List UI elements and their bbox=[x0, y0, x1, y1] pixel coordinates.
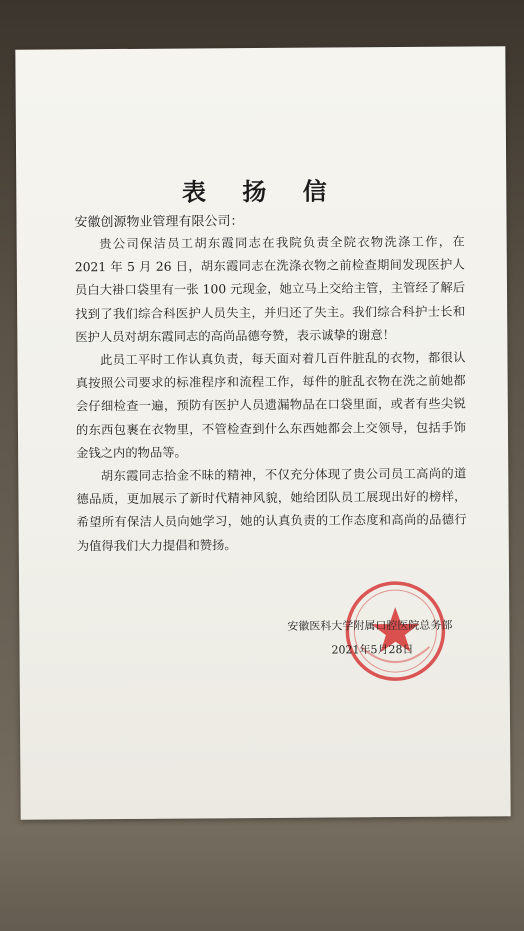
paragraph-1: 贵公司保洁员工胡东霞同志在我院负责全院衣物洗涤工作，在 2021 年 5 月 26 日，胡东霞同志在洗涤衣物之前检查期间发现医护人员白大褂口袋里有一张 100 元现金，她立马上交给主管，主管经了解后找到了我们综合科医护人员失主，并归还了失主。我们综合科护士长和医护人员对胡东霞同志的高尚品德夸赞，表示诚挚的谢意！ bbox=[74, 234, 466, 345]
table-surface bbox=[0, 830, 524, 931]
paragraph-2: 此员工平时工作认真负责，每天面对着几百件脏乱的衣物，都很认真按照公司要求的标准程序和流程工作，每件的脏乱衣物在洗之前她都会仔细检查一遍，预防有医护人员遗漏物品在口袋里面，或者有些尖锐的东西包裹在衣物里，不管检查到什么东西她都会上交领导，包括手饰金钱之内的物品等。 bbox=[75, 350, 467, 461]
letter-paper bbox=[15, 46, 510, 819]
letter-title: 表 扬 信 bbox=[181, 176, 341, 207]
letter-date: 2021年5月28日 bbox=[331, 642, 414, 657]
letter-body bbox=[75, 231, 467, 559]
letter-salutation: 安徽创源物业管理有限公司： bbox=[74, 214, 244, 231]
letter-signature: 安徽医科大学附属口腔医院总务部 bbox=[287, 618, 453, 633]
paragraph-3: 胡东霞同志拾金不昧的精神，不仅充分体现了贵公司员工高尚的道德品质，更加展示了新时代精神风貌，她给团队员工展现出好的榜样，希望所有保洁人员向她学习，她的认真负责的工作态度和高尚的品德行为值得我们大力提倡和赞扬。 bbox=[76, 466, 467, 553]
